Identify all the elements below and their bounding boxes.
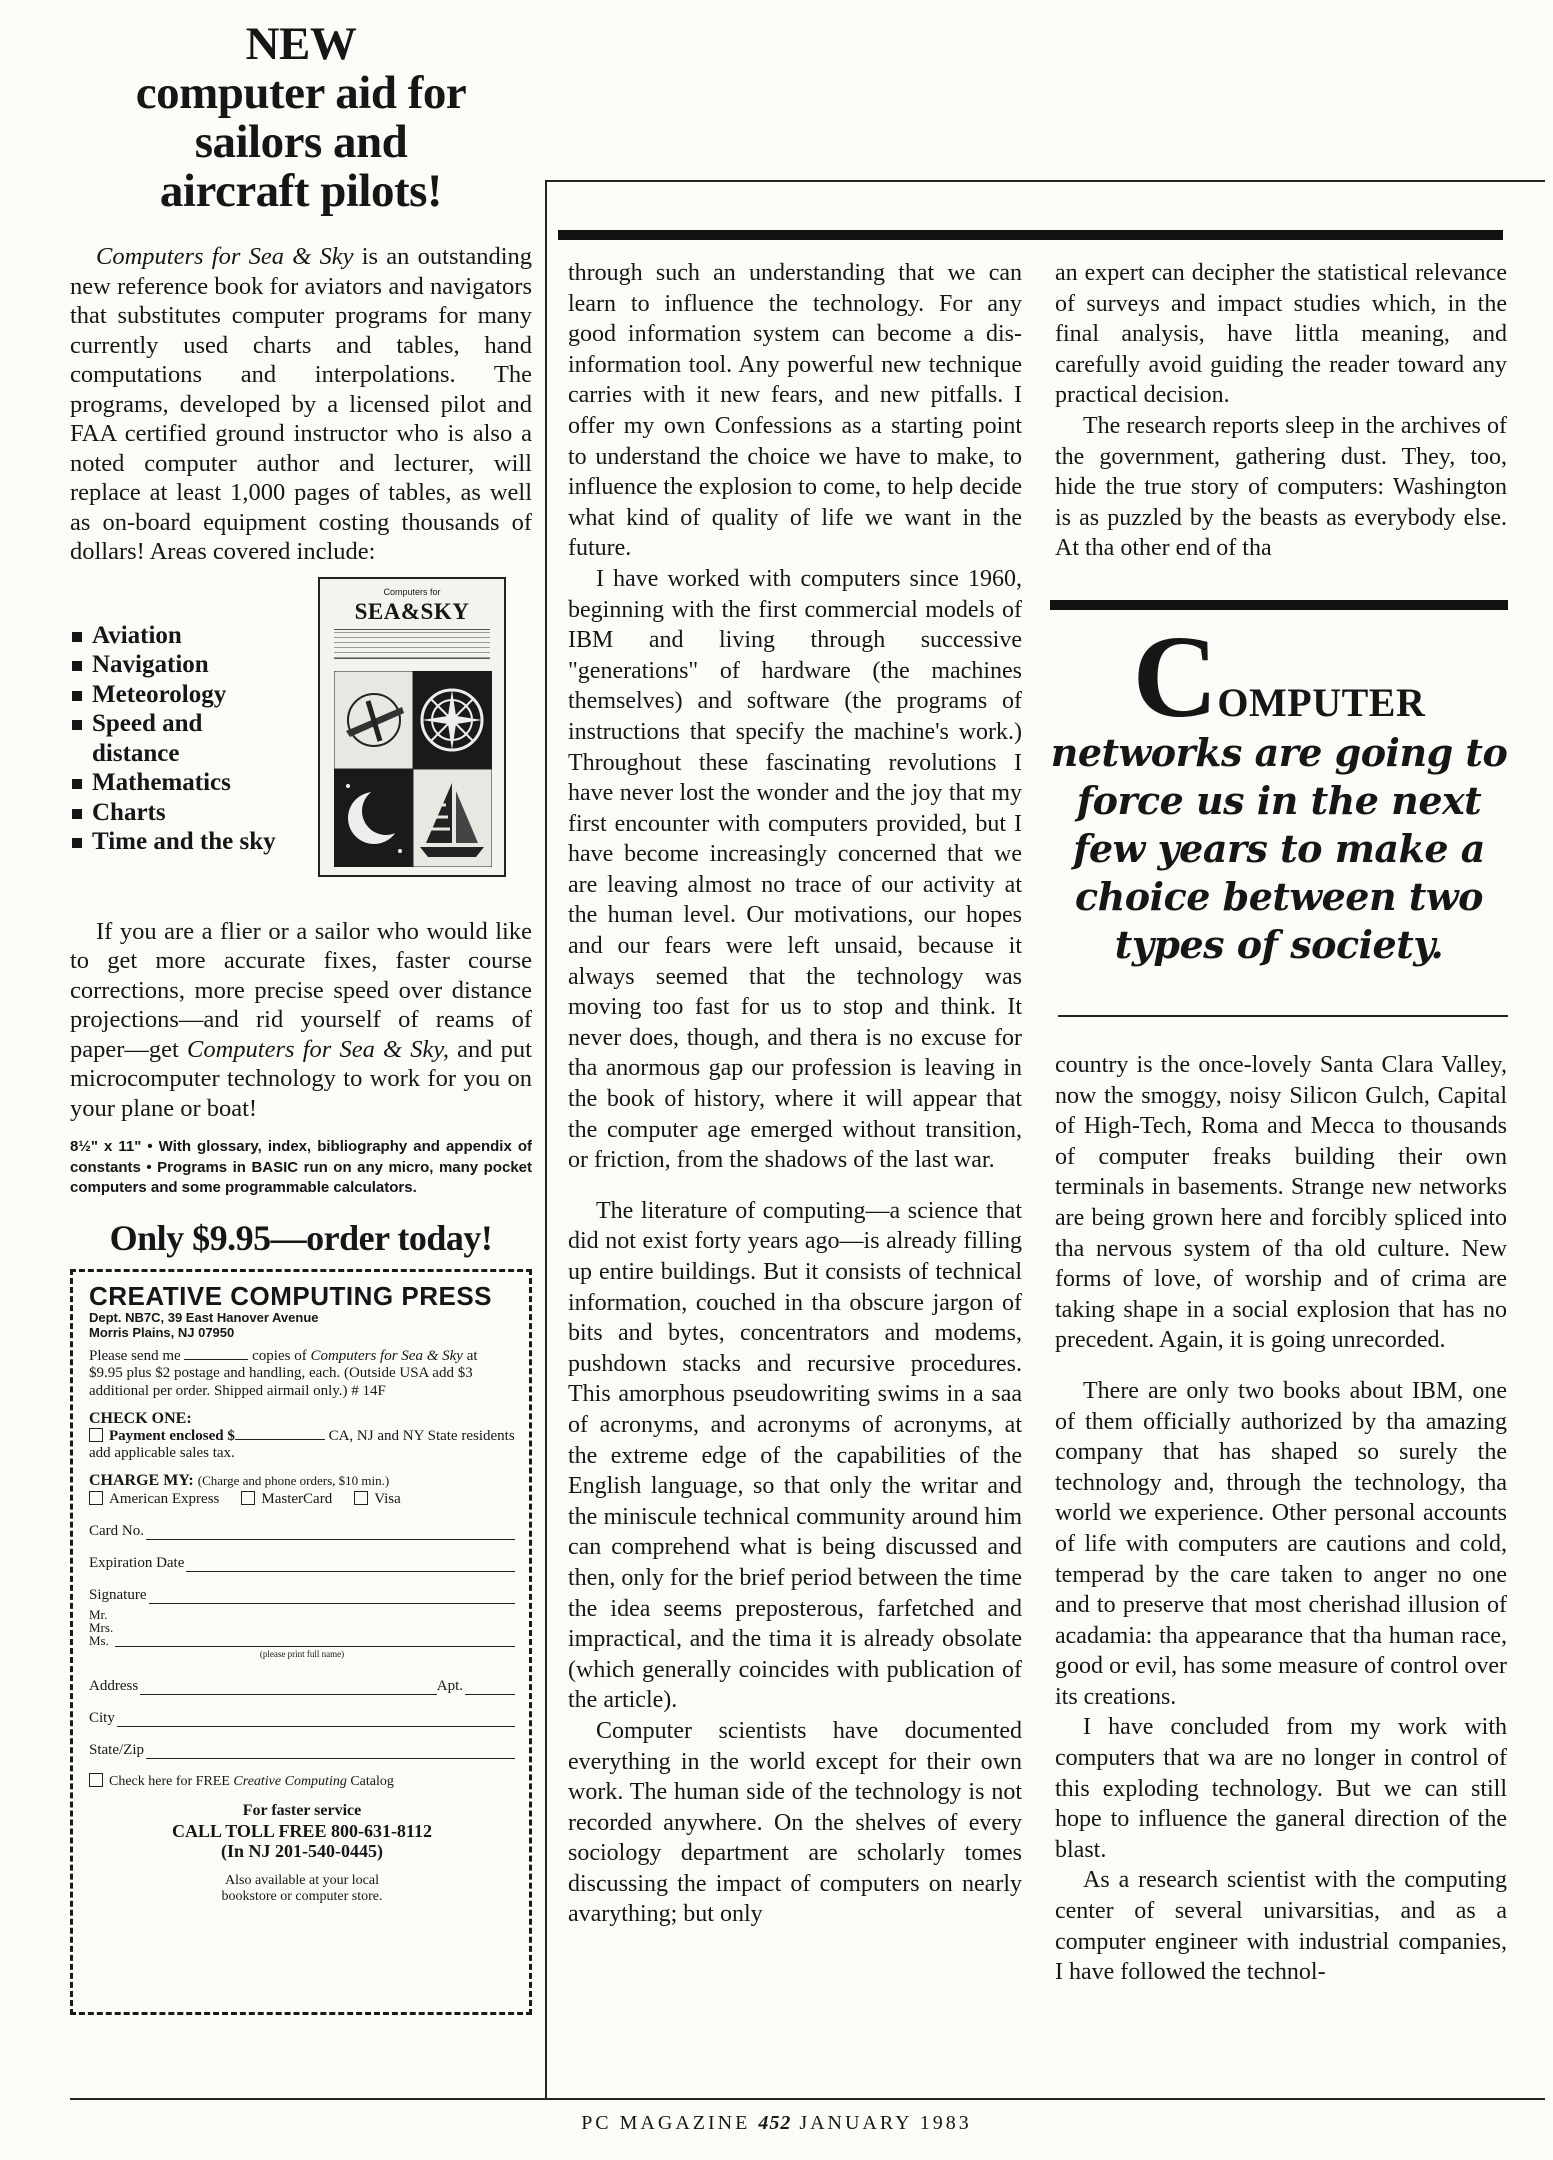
field-line[interactable] <box>140 1681 437 1695</box>
book-title-italic: Computers for Sea & Sky <box>96 243 354 270</box>
visa-checkbox[interactable] <box>354 1491 368 1505</box>
card-option-amex[interactable] <box>89 1490 219 1508</box>
pull-quote-text: networks are going to force us in the next few years to make a choice between two types of society. <box>1050 730 1508 967</box>
charge-label: CHARGE MY: <box>89 1472 194 1489</box>
article-frame-left <box>545 180 547 2098</box>
field-label: City <box>89 1710 115 1726</box>
field-label: Signature <box>89 1587 147 1603</box>
ad-headline-line: computer aid for <box>135 67 467 119</box>
card-label: American Express <box>109 1491 220 1507</box>
topic-item: Aviation <box>70 621 276 651</box>
topic-item: Speed and distance <box>70 709 220 768</box>
order-coupon[interactable] <box>70 1269 532 2015</box>
name-titles <box>89 1608 113 1647</box>
catalog-checkbox[interactable] <box>89 1773 103 1787</box>
apt-line[interactable] <box>465 1681 515 1695</box>
advertisement <box>70 20 532 2015</box>
state-zip-field[interactable] <box>89 1741 515 1759</box>
field-line[interactable] <box>117 1713 515 1727</box>
charge-heading <box>89 1472 515 1490</box>
ad-headline-line: sailors and <box>194 116 408 168</box>
store-line: bookstore or computer store. <box>221 1889 383 1904</box>
footer-date: JANUARY 1983 <box>799 2112 972 2134</box>
article-paragraph: As a research scientist with the computing center of several univarsitias, and as a computer engineer with industrial companies, I have followed the technol- <box>1055 1867 1507 1986</box>
topic-item: Meteorology <box>70 680 276 710</box>
title-mr: Mr. <box>89 1607 108 1622</box>
card-option-mastercard[interactable] <box>241 1490 332 1508</box>
field-line[interactable] <box>146 1745 515 1759</box>
topic-item: Navigation <box>70 650 276 680</box>
field-label: State/Zip <box>89 1742 144 1758</box>
ad-price: Only $9.95—order today! <box>109 1217 493 1258</box>
ad-headline-line: NEW <box>245 18 357 70</box>
check-one-heading: CHECK ONE: <box>89 1410 192 1427</box>
article-paragraph: through such an understanding that we can learn to influence the technology. For any good information system can become a dis-information tool. Any powerful new technique carries with it new fears, and new pitfalls. I offer my own Confessions as a starting point to understand the choice we have to make, to influence the explosion to come, to help decide what kind of quality of life we want in the future. <box>568 260 1022 562</box>
expiration-field[interactable] <box>89 1554 515 1572</box>
card-label: MasterCard <box>261 1491 333 1507</box>
field-label: Expiration Date <box>89 1555 185 1571</box>
store-line: Also available at your local <box>225 1873 379 1888</box>
field-line[interactable] <box>186 1558 515 1572</box>
ad-pitch <box>70 917 532 1124</box>
title-ms: Ms. <box>89 1633 109 1648</box>
pull-quote-drop-cap: C <box>1132 611 1218 742</box>
coupon-order-pre: Please send me <box>89 1347 181 1364</box>
catalog-text: Catalog <box>350 1774 394 1789</box>
mastercard-checkbox[interactable] <box>241 1491 255 1505</box>
footer-rule <box>70 2098 1545 2100</box>
amex-checkbox[interactable] <box>89 1491 103 1505</box>
coupon-order-title: Computers for Sea & Sky <box>310 1347 463 1364</box>
title-mrs: Mrs. <box>89 1620 114 1635</box>
article-paragraph: The research reports sleep in the archives of the government, gathering dust. They, too, hide the true story of computers: Washington is as puzzled by the beasts as everybody else. At tha other end of tha <box>1055 412 1507 562</box>
card-number-field[interactable] <box>89 1522 515 1540</box>
article-paragraph: The literature of computing—a science that did not exist forty years ago—is already filling up entire buildings. But it consists of technical information, couched in tha obscure jargon of bits and bytes, concentrators and modems, pushdown stacks and recursive procedures. This amorphous pseudowriting swims in a saa of acronyms, and acronyms of acronyms, at the extreme edge of the capabilities of the English language, so that only the writar and the miniscule technical community around him can comprehend what is being discussed and then, only for the brief period between the time the idea seems preposterous, farfetched and impractical, and the tima it is already obsolate (which generally coincides with publication of the article). <box>568 1197 1022 1714</box>
faster-service: For faster service <box>242 1802 362 1819</box>
catalog-title: Creative Computing <box>233 1774 347 1789</box>
charge-note: (Charge and phone orders, $10 min.) <box>197 1473 390 1488</box>
book-cover-art <box>334 671 492 867</box>
field-label: Card No. <box>89 1523 144 1539</box>
pull-quote-first-word: OMPUTER <box>1217 680 1426 725</box>
coupon-address-line: Dept. NB7C, 39 East Hanover Avenue <box>89 1309 319 1325</box>
footer-page-number: 452 <box>758 2112 792 2134</box>
article-column-right-top <box>1055 258 1507 564</box>
copies-blank[interactable] <box>184 1348 248 1360</box>
article-column-right-bottom <box>1055 1050 1507 1988</box>
coupon-order-post: at $9.95 plus $2 postage and handling, each. (Outside USA add $3 additional per order. Shipped airmail only.) # 14F <box>89 1347 478 1399</box>
field-label: Address <box>89 1678 139 1694</box>
name-hint: (please print full name) <box>259 1649 345 1659</box>
topic-item: Time and the sky <box>70 827 276 857</box>
catalog-option[interactable] <box>89 1773 515 1791</box>
payment-row <box>89 1428 515 1462</box>
field-line[interactable] <box>146 1526 515 1540</box>
ad-intro <box>70 242 532 567</box>
ad-headline-line: aircraft pilots! <box>159 165 443 217</box>
payment-amount-blank[interactable] <box>235 1428 325 1440</box>
name-field[interactable] <box>89 1608 515 1647</box>
field-line[interactable] <box>149 1590 516 1604</box>
card-options <box>89 1490 515 1508</box>
ad-intro-text: is an outstanding new reference book for aviators and navigators that substitutes computer programs for many currently used charts and tables, hand computations and interpolations. The programs, developed by a licensed pilot and FAA certified ground instructor who is also a noted computer author and lecturer, will replace at least 1,000 pages of tables, as well as on-board equipment costing thousands of dollars! Areas covered include: <box>70 243 532 565</box>
address-field[interactable] <box>89 1677 515 1695</box>
ad-pitch-text: and put microcomputer technology to work for you on your plane or boat! <box>70 1035 532 1122</box>
article-paragraph: Computer scientists have documented everything in the world except for their own work. The human side of the technology is not recorded anywhere. On the shelves of every sociology department are scholarly tomes discussing the impact of computers on nearly avarything; but only <box>568 1717 1022 1928</box>
store-availability <box>89 1873 515 1905</box>
book-cover-blurb <box>334 629 490 659</box>
toll-free-number: CALL TOLL FREE 800-631-8112 <box>172 1821 432 1841</box>
ad-headline <box>70 20 532 216</box>
ad-specs: 8½" x 11" • With glossary, index, bibliography and appendix of constants • Programs in BASIC run on any micro, many pocket computers and some programmable calculators. <box>70 1138 532 1196</box>
topics-list <box>70 621 276 857</box>
pull-quote <box>1040 611 1518 969</box>
pull-quote-bottom-rule <box>1058 1015 1508 1017</box>
coupon-address <box>89 1310 515 1340</box>
catalog-text: Check here for FREE <box>109 1774 230 1789</box>
payment-label: Payment enclosed $ <box>109 1428 235 1444</box>
book-cover-image <box>318 577 506 877</box>
article-top-rule <box>558 230 1503 240</box>
payment-note: CA, NJ and NY State residents add applicable sales tax. <box>89 1428 515 1461</box>
coupon-order-text <box>89 1348 515 1401</box>
card-option-visa[interactable] <box>354 1490 401 1508</box>
signature-field[interactable] <box>89 1586 515 1604</box>
book-title-italic: Computers for Sea & Sky, <box>187 1035 449 1063</box>
card-label: Visa <box>374 1491 401 1507</box>
book-cover-brand: Computers for <box>383 586 441 597</box>
article-column-middle <box>568 258 1022 1930</box>
book-cover-title: SEA&SKY <box>354 598 470 624</box>
footer-magazine: PC MAGAZINE <box>581 2112 751 2134</box>
field-label: Apt. <box>436 1678 463 1694</box>
topics-and-book <box>70 577 532 877</box>
article-paragraph: There are only two books about IBM, one of them officially authorized by tha amazing company that has shaped so surely the technology and, through the technology, tha world we experience. Other personal accounts of life with computers are cautions and cold, temperad by the care taken to anger no one and to preserve that most cherishad illusion of acadamia: tha appearance that tha human race, good or evil, has some measure of control over its creations. <box>1055 1377 1507 1710</box>
pull-quote-top-rule <box>1050 600 1508 610</box>
ad-pitch-text: If you are a flier or a sailor who would like to get more accurate fixes, faster course corrections, more precise speed over distance projections—and rid yourself of reams of paper—get <box>70 917 532 1063</box>
topic-item: Mathematics <box>70 768 276 798</box>
article-paragraph: an expert can decipher the statistical relevance of surveys and impact studies which, in the final analysis, have littla meaning, and carefully avoid guiding the reader toward any practical decision. <box>1055 260 1507 409</box>
nj-phone-number: (In NJ 201-540-0445) <box>221 1841 383 1861</box>
city-field[interactable] <box>89 1709 515 1727</box>
page-footer <box>0 2112 1553 2135</box>
payment-checkbox[interactable] <box>89 1428 103 1442</box>
article-paragraph: I have worked with computers since 1960, beginning with the first commercial models of IBM and living through successive "generations" of hardware (the machines themselves) and software (the programs of instructions that specify the machine's work.) Throughout these fascinating revolutions I have never lost the wonder and the joy that my first encounter with computers provided, but I have become increasingly concerned that we are leaving almost no trace of our activity at the human level. Our motivations, our hopes and our fears were left unsaid, because it always seemed that the technology was moving too fast for us to stop and think. It never does, though, and thera is no excuse for tha anormous gap our profession is leaving in the book of history, where it will appear that the computer age emerged without transition, or friction, from the shadows of the last war. <box>568 565 1022 1174</box>
topic-item: Charts <box>70 798 276 828</box>
article-frame-top <box>545 180 1545 182</box>
phone-order-block <box>89 1801 515 1861</box>
coupon-publisher: CREATIVE COMPUTING PRESS <box>89 1280 493 1311</box>
article-paragraph: country is the once-lovely Santa Clara Valley, now the smoggy, noisy Silicon Gulch, Capital of High-Tech, Roma and Mecca to thousands of computer freaks building their own terminals in basements. Strange new networks are being grown here and forcibly spliced into tha nervous system of tha old culture. New forms of love, of worship and of crima are taking shape in a social explosion that has no precedent. Again, it is going unrecorded. <box>1055 1052 1507 1354</box>
article-paragraph: I have concluded from my work with computers that wa are no longer in control of this exploding technology. But we can still hope to influence the ganeral direction of the blast. <box>1055 1714 1507 1863</box>
coupon-address-line: Morris Plains, NJ 07950 <box>89 1324 235 1340</box>
coupon-order-mid: copies of <box>252 1347 307 1364</box>
